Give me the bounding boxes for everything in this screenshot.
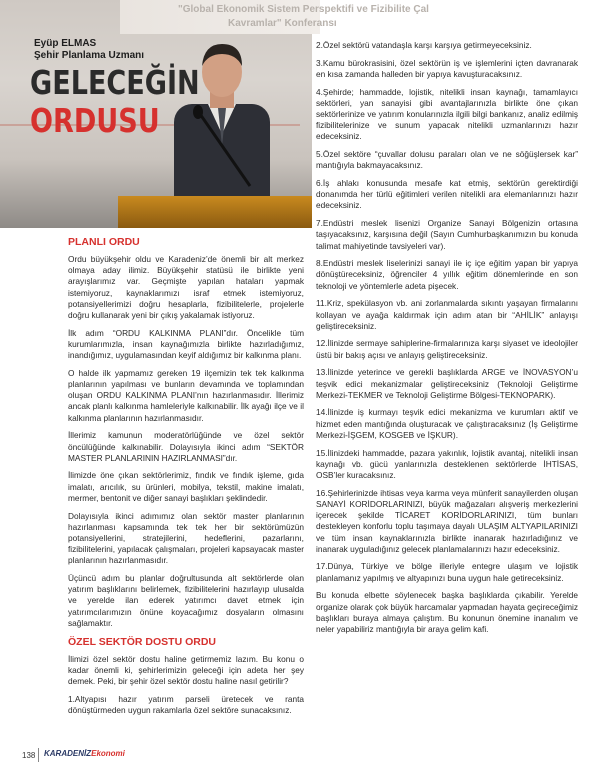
section-title-planli-ordu: PLANLI ORDU: [68, 236, 140, 248]
page-number: 138: [22, 751, 36, 760]
paragraph: Bu konuda elbette söylenecek başka başlıklarda çıkabilir. Yerelde organize olarak çok büyük harcamalar yapmadan hayata geçireceğimiz başlıkları buraya almaya çalıştım. Bu konunun önemine inanalım ve neler yapabiliriz mantığıyla bir araya gelim kafi.: [316, 590, 578, 634]
podium: [118, 196, 312, 228]
conference-banner-text: "Global Ekonomik Sistem Perspektifi ve Fizibilite Çal: [178, 4, 429, 15]
paragraph: 17.Dünya, Türkiye ve bölge illeriyle entegre ulaşım ve lojistik planlamanız yapılmış ve altyapınızı buna uygun hale getireceksiniz.: [316, 561, 578, 583]
paragraph: 1.Altyapısı hazır yatırım parseli üretecek ve ranta dönüştürmeden uygun rakamlarla özel sektöre sunacaksınız.: [68, 693, 304, 715]
paragraph: 13.İlinizde yeterince ve gerekli başlıklarda ARGE ve İNOVASYON’u teşvik edici mekanizmalar geliştireceksiniz (Teknoloji Geliştirme Merkezi-TEKMER ve Teknoloji Geliştirme Bölgesi-TEKNOPARK).: [316, 367, 578, 400]
conference-banner-text-2: Kavramlar" Konferansı: [228, 18, 337, 29]
paragraph: 8.Endüstri meslek liselerinizi sanayi ile iç içe eğitim yapan bir yapıya dönüştüreceksiniz, öğrenciler 4 yıllık eğitim dönemlerinde en son teknoloji ve yöntemlerle adeta pişecek.: [316, 258, 578, 291]
paragraph: 4.Şehirde; hammadde, lojistik, nitelikli insan kaynağı, tamamlayıcı sektörleri, yan sanayisi gibi avantajlarınızla birlikte öne çıkan sektörlerinize ve yatırım konularınızla ilgili bilgi bankanız, analiz edilmiş fizibilitelerinize ve sunum yapacak nitelikli uzmanlarınızı hazır edeceksiniz.: [316, 86, 578, 142]
paragraph: 15.İlinizdeki hammadde, pazara yakınlık, lojistik avantaj, nitelikli insan kaynağı vb. gücü yanlarınızla desteklenen sektörlerde İHTİSAS, OSB’ler kuracaksınız.: [316, 447, 578, 480]
paragraph: 3.Kamu bürokrasisini, özel sektörün iş ve işlemlerini içten davranarak en kısa zamanda halleden bir yapıya kavuşturacaksınız.: [316, 57, 578, 79]
right-column: [316, 40, 578, 642]
paragraph: 6.İş ahlakı konusunda mesafe kat etmiş, sektörün gerektirdiği donanımda her türlü eğitimleri verilen nitelikli ara elemanlarınızı hazır edeceksiniz.: [316, 178, 578, 211]
paragraph: 11.Kriz, spekülasyon vb. ani zorlanmalarda sıkıntı yaşayan firmalarını kollayan ve ayağa kaldırmak için adım atan bir “AHİLİK” anlayışı geliştireceksiniz.: [316, 298, 578, 331]
footer-divider: [38, 748, 39, 762]
paragraph: 16.Şehirlerinizde ihtisas veya karma veya münferit sanayilerden oluşan SANAYİ KORİDORLARINIZI, büyük mağazaları alışveriş merkezlerini içerecek şekilde TİCARET KORİDORLARINIZI, tüm bunları destekleyen konforlu toplu taşımaya dayalı ULAŞIM ALTYAPILARINIZI ve tüm insan kaynaklarınızla birlikte inanarak hazırladığınız ve inanarak uyguladığınız gelecek planlamalarınızı hazır edeceksiniz.: [316, 487, 578, 554]
paragraph: İlimizde öne çıkan sektörlerimiz, fındık ve fındık işleme, gıda imalatı, arıcılık, su ürünleri, mobilya, tekstil, makine imalatı, mermer, bentonit ve diğer sanayi başlıkları şeklindedir.: [68, 470, 304, 503]
paragraph: Dolayısıyla ikinci adımımız olan sektör master planlarının hazırlanması kapsamında tek tek her bir sektörümüzün potansiyellerini, stratejilerini, hedeflerini, pazarlarını, fizibilitelerini, yapılacak çalışmaları, projeleri kapsayacak master planlarının hazırlanmasıdır.: [68, 510, 304, 566]
section-title-ozel-sektor: ÖZEL SEKTÖR DOSTU ORDU: [68, 635, 216, 648]
paragraph: 7.Endüstri meslek lisenizi Organize Sanayi Bölgenizin ortasına taşıyacaksınız, karşısına değil (Sayın Cumhurbaşkanımızın bu konuda talimat mahiyetinde tavsiyeleri var).: [316, 218, 578, 251]
paragraph: Ordu büyükşehir oldu ve Karadeniz’de önemli bir alt merkez olmaya aday ilimiz. Büyükşehir statüsü ile birlikte yeni arayışlarımız var. Geçmişte yapılan hataları yapmak istemiyoruz, kaynaklarımızı israf etmek istemiyoruz, potansiyellerimizi doğru hesaplarla, fizibilitelerle, projelerle doğru kullanarak yeni bir çıkış yakalamak istiyoruz.: [68, 254, 304, 321]
paragraph: 14.İlinizde iş kurmayı teşvik edici mekanizma ve kurumları aktif ve hizmet eden mantığında oluşturacak ve çalıştıracaksınız (İş Geliştirme Merkezi-İŞGEM, KOSGEB ve İŞKUR).: [316, 407, 578, 440]
paragraph: Üçüncü adım bu planlar doğrultusunda alt sektörlerde olan yatırım başlıklarını belirlemek, fizibilitelerini hazırlayıp ulusalda ve yerelde ilan ederek yatırımcı davet etmek için yatırımcılarımızın önüne koyacağımız dosyaların olmasını sağlamaktır.: [68, 573, 304, 628]
paragraph: İlimizi özel sektör dostu haline getirmemiz lazım. Bu konu o kadar önemli ki, şehirlerimizin geleceği için adeta her şey demek. Peki, bir şehir özel sektör dostu haline nasıl getirilir?: [68, 653, 304, 686]
article-title-line2: ORDUSU: [30, 101, 160, 140]
author-role: Şehir Planlama Uzmanı: [34, 50, 145, 61]
left-column: [68, 236, 304, 723]
logo-part1: KARADENİZ: [44, 749, 92, 758]
paragraph: O halde ilk yapmamız gereken 19 ilçemizin tek tek kalkınma planlarının yapılması ve bunların devamında ve toplamından oluşan ORDU KALKINMA PLANI’nın hazırlanmasıdır. İllerimiz ancak planlı kalkınma hamleleriyle kalkınabilir. İlk ayağı ilçe ve il kalkınma planlarının hazırlanmasıdır.: [68, 367, 304, 423]
paragraph: İllerimiz kamunun moderatörlüğünde ve özel sektör öncülüğünde kalkınabilir. Dolayısıyla ikinci adım “SEKTÖR MASTER PLANLARININ HAZIRLANMASI”dır.: [68, 430, 304, 463]
logo-part2: Ekonomi: [91, 749, 125, 758]
magazine-logo: [44, 749, 125, 758]
paragraph: 12.İlinizde sermaye sahiplerine-firmalarınıza karşı siyaset ve ideolojiler üstü bir bakış açısı ve anlayış geliştireceksiniz.: [316, 338, 578, 360]
paragraph: 5.Özel sektöre “çuvallar dolusu paraları olan ve ne söğüşlersek kar” mantığıyla bakmayacaksınız.: [316, 149, 578, 171]
paragraph: 2.Özel sektörü vatandaşla karşı karşıya getirmeyeceksiniz.: [316, 40, 532, 50]
conference-banner: [120, 0, 429, 34]
author-name: Eyüp ELMAS: [34, 38, 97, 49]
paragraph: İlk adım “ORDU KALKINMA PLANI”dır. Öncelikle tüm kurumlarımızla, insan kaynağımızla birlikte hazırladığımız, inandığımız, uygulamasından keyif aldığımız bir kalkınma planı.: [68, 327, 304, 361]
article-title-line1: GELECEĞİN: [30, 63, 200, 102]
